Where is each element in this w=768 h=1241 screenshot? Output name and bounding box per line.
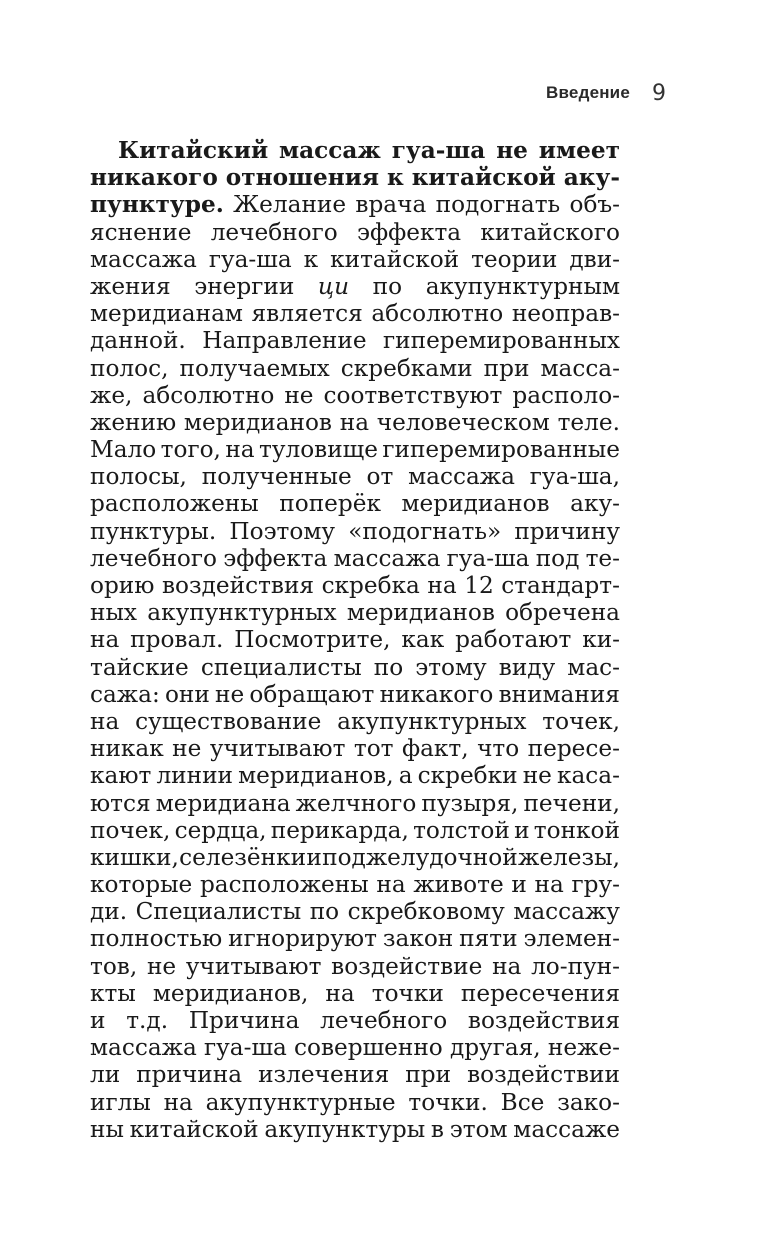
text-line xyxy=(90,817,620,844)
word: китайского xyxy=(480,218,620,246)
word: на xyxy=(90,626,120,654)
word: акупунктурных xyxy=(147,599,337,627)
word: излечения xyxy=(258,1061,390,1089)
word: при xyxy=(405,1061,452,1089)
text-line xyxy=(90,844,620,871)
word: эффекта xyxy=(356,218,462,246)
word: располо- xyxy=(512,381,620,409)
bold-word: к xyxy=(386,164,404,192)
bold-word: гуа-ша xyxy=(391,137,486,164)
word: скребковому xyxy=(347,898,505,926)
word: на xyxy=(376,871,406,899)
word: тайские xyxy=(90,653,189,681)
word: иглы xyxy=(90,1088,151,1116)
word: меридианов xyxy=(401,490,550,518)
word: к xyxy=(303,245,319,273)
word: каса- xyxy=(556,762,620,790)
word: воздействия xyxy=(467,1007,620,1034)
word: стандарт- xyxy=(501,572,620,599)
word: не xyxy=(215,680,245,708)
word: не xyxy=(172,735,202,763)
word: зако- xyxy=(557,1088,620,1116)
word: работают xyxy=(455,626,572,654)
text-line xyxy=(90,436,620,463)
word: туловище xyxy=(259,436,378,464)
word: данной. xyxy=(90,327,186,355)
word: меридианов, xyxy=(238,762,394,790)
word: полос, xyxy=(90,354,169,382)
word: массажа xyxy=(90,245,197,273)
text-line xyxy=(90,382,620,409)
word: специалисты xyxy=(200,653,362,681)
bold-word: китайской xyxy=(411,164,556,192)
word: является xyxy=(251,300,363,328)
text-line xyxy=(90,925,620,952)
word: элемен- xyxy=(523,925,620,953)
word: меридианов, xyxy=(152,979,309,1007)
word: массажа xyxy=(408,463,515,491)
text-line xyxy=(90,164,620,191)
word: на xyxy=(90,707,120,735)
word: Желание xyxy=(233,191,347,219)
word: железы, xyxy=(517,843,620,871)
word: гуа-ша, xyxy=(529,463,620,491)
word: ди. xyxy=(90,898,128,926)
word: Направление xyxy=(202,327,367,355)
italic-word: ци xyxy=(317,272,350,300)
word: гиперемированных xyxy=(383,327,620,355)
word: кишки, xyxy=(90,843,179,871)
word: тот xyxy=(353,735,394,763)
text-line xyxy=(90,219,620,246)
word: расположены xyxy=(199,871,369,899)
running-title: Введение xyxy=(546,83,630,102)
word: жению xyxy=(90,408,177,436)
word: учитывают xyxy=(185,952,322,980)
word: сажа: xyxy=(90,680,160,708)
page-header xyxy=(0,78,666,108)
word: человеческом xyxy=(376,408,550,436)
word: эффекта xyxy=(223,544,328,572)
word: и xyxy=(511,871,527,899)
word: же, xyxy=(90,381,133,409)
word: пузыря, xyxy=(421,789,519,817)
word: масса- xyxy=(540,354,620,382)
word: гуа-ша xyxy=(446,544,530,572)
word: а xyxy=(398,762,413,790)
word: и xyxy=(514,816,530,844)
word: причину xyxy=(514,517,620,545)
word: пересе- xyxy=(527,735,620,763)
word: точки. xyxy=(408,1088,488,1116)
word: обращают xyxy=(249,680,375,708)
word: другая, xyxy=(449,1034,541,1062)
body-paragraph xyxy=(90,137,620,1143)
word: акупунктурных xyxy=(337,707,527,735)
text-line xyxy=(90,545,620,572)
text-line xyxy=(90,790,620,817)
word: от xyxy=(366,463,394,491)
text-line xyxy=(90,355,620,382)
word: толстой xyxy=(413,816,510,844)
word: Мало xyxy=(90,436,157,464)
word: мас- xyxy=(567,653,620,681)
word: кты xyxy=(90,979,136,1007)
bold-word: не xyxy=(496,137,528,164)
word: пунктуры. xyxy=(90,517,217,545)
word: акупунктурные xyxy=(205,1088,396,1116)
word: точки xyxy=(371,979,444,1007)
word: 12 xyxy=(464,572,494,599)
word: Посмотрите, xyxy=(234,626,391,654)
word: на xyxy=(325,979,355,1007)
word: на xyxy=(225,436,255,464)
text-line xyxy=(90,327,620,354)
word: т.д. xyxy=(126,1007,169,1034)
word: ло-пун- xyxy=(531,952,620,980)
word: существование xyxy=(135,707,322,735)
word: ются xyxy=(90,789,151,817)
word: внимания xyxy=(498,680,620,708)
word: нежe- xyxy=(547,1034,620,1062)
text-line xyxy=(90,1089,620,1116)
page-number: 9 xyxy=(652,80,666,106)
word: обречена xyxy=(505,599,620,627)
text-line xyxy=(90,300,620,327)
text-line xyxy=(90,681,620,708)
word: Специалисты xyxy=(135,898,302,926)
word: и xyxy=(306,843,322,871)
word: «подогнать» xyxy=(348,517,502,545)
text-line xyxy=(90,980,620,1007)
word: лечебного xyxy=(210,218,338,246)
word: Поэтому xyxy=(229,517,336,545)
bold-word: никакого xyxy=(90,164,218,192)
word: селезёнки xyxy=(179,843,307,871)
text-line xyxy=(90,626,620,653)
word: никакого xyxy=(379,680,494,708)
word: по xyxy=(373,653,404,681)
word: того, xyxy=(160,436,221,464)
word: полосы, xyxy=(90,463,187,491)
word: желчного xyxy=(295,789,417,817)
word: массаже xyxy=(513,1115,620,1143)
word: и xyxy=(90,1007,106,1034)
word: виду xyxy=(498,653,556,681)
word: точек, xyxy=(542,707,620,735)
text-line xyxy=(90,1116,620,1143)
word: линии xyxy=(156,762,234,790)
word: пересечения xyxy=(460,979,620,1007)
word: Причина xyxy=(188,1007,300,1034)
word: сердца, xyxy=(174,816,267,844)
word: воздействие xyxy=(331,952,483,980)
word: на xyxy=(427,572,457,599)
word: перикарда, xyxy=(270,816,409,844)
word: китайской xyxy=(129,1115,259,1143)
word: ли xyxy=(90,1061,121,1089)
word: тонкой xyxy=(533,816,620,844)
word: что xyxy=(477,735,520,763)
word: меридиана xyxy=(155,789,291,817)
word: они xyxy=(164,680,210,708)
word: поперёк xyxy=(279,490,381,518)
word: абсолютно xyxy=(142,381,275,409)
word: меридианов xyxy=(346,599,495,627)
text-line xyxy=(90,898,620,925)
text-line xyxy=(90,490,620,517)
word: массажа xyxy=(333,544,441,572)
word: на xyxy=(492,952,522,980)
word: печени, xyxy=(523,789,620,817)
word: теории xyxy=(471,245,558,273)
text-line xyxy=(90,599,620,626)
word: совершенно xyxy=(294,1034,443,1062)
text-line xyxy=(90,273,620,300)
text-line xyxy=(90,409,620,436)
word: акупунктурным xyxy=(425,272,620,300)
word: факт, xyxy=(401,735,469,763)
word: ны xyxy=(90,1115,124,1143)
word: объ- xyxy=(569,191,620,219)
bold-word: отношения xyxy=(225,164,380,192)
word: энергии xyxy=(194,272,295,300)
word: как xyxy=(401,626,445,654)
word: полученные xyxy=(201,463,352,491)
word: те- xyxy=(585,544,620,572)
word: тов, xyxy=(90,952,138,980)
word: расположены xyxy=(90,490,259,518)
text-line xyxy=(90,572,620,599)
word: Все xyxy=(500,1088,545,1116)
text-line xyxy=(90,871,620,898)
word: массажу xyxy=(513,898,620,926)
word: пяти xyxy=(459,925,518,953)
bold-word: массаж xyxy=(279,137,381,164)
word: полностью xyxy=(90,925,223,953)
word: поджелудочной xyxy=(322,843,518,871)
word: никак xyxy=(90,735,164,763)
word: скребки xyxy=(417,762,518,790)
word: на xyxy=(163,1088,193,1116)
word: воздействии xyxy=(467,1061,620,1089)
word: в xyxy=(430,1115,444,1143)
text-line xyxy=(90,762,620,789)
word: причина xyxy=(136,1061,243,1089)
text-line xyxy=(90,1007,620,1034)
word: теле. xyxy=(557,408,620,436)
word: воздействия xyxy=(161,572,315,599)
word: игнорируют xyxy=(228,925,377,953)
word: подогнать xyxy=(435,191,561,219)
text-line xyxy=(90,518,620,545)
word: соответствуют xyxy=(323,381,503,409)
word: под xyxy=(535,544,580,572)
word: этому xyxy=(415,653,487,681)
word: массажа xyxy=(90,1034,197,1062)
text-line xyxy=(90,1061,620,1088)
word: меридианам xyxy=(90,300,243,328)
bold-word: пунктуре. xyxy=(90,191,224,219)
word: дви- xyxy=(569,245,620,273)
word: гуа-ша xyxy=(204,1034,287,1062)
text-line xyxy=(90,953,620,980)
word: этом xyxy=(449,1115,508,1143)
word: закон xyxy=(382,925,454,953)
word: лечебного xyxy=(90,544,217,572)
word: гуа-ша xyxy=(208,245,292,273)
word: врача xyxy=(355,191,427,219)
word: которые xyxy=(90,871,193,899)
word: получаемых xyxy=(179,354,330,382)
word: при xyxy=(483,354,530,382)
word: не xyxy=(146,952,177,980)
word: скребками xyxy=(340,354,473,382)
bold-word: имеет xyxy=(538,137,620,164)
word: не xyxy=(522,762,552,790)
word: не xyxy=(284,381,314,409)
word: провал. xyxy=(130,626,224,654)
word: скребка xyxy=(321,572,420,599)
word: гиперемированные xyxy=(382,436,620,464)
word: меридианов xyxy=(183,408,332,436)
bold-word: Китайский xyxy=(118,137,269,164)
word: на xyxy=(339,408,370,436)
word: почек, xyxy=(90,816,171,844)
word: на xyxy=(534,871,564,899)
text-line xyxy=(90,735,620,762)
word: жения xyxy=(90,272,171,300)
text-line xyxy=(90,246,620,273)
word: яснение xyxy=(90,218,192,246)
word: ных xyxy=(90,599,137,627)
text-line xyxy=(90,1034,620,1061)
bold-word: аку- xyxy=(563,164,620,192)
word: ки- xyxy=(582,626,620,654)
word: по xyxy=(372,272,403,300)
text-line xyxy=(90,137,620,164)
word: абсолютно xyxy=(371,300,504,328)
word: учитывают xyxy=(209,735,346,763)
text-line xyxy=(90,654,620,681)
word: аку- xyxy=(570,490,620,518)
word: китайской xyxy=(330,245,460,273)
text-line xyxy=(90,708,620,735)
word: по xyxy=(309,898,340,926)
word: лечебного xyxy=(320,1007,448,1034)
text-line xyxy=(90,191,620,218)
word: неоправ- xyxy=(511,300,620,328)
word: животе xyxy=(413,871,504,899)
word: кают xyxy=(90,762,152,790)
word: гру- xyxy=(571,871,620,899)
word: орию xyxy=(90,572,155,599)
word: акупунктуры xyxy=(264,1115,426,1143)
text-line xyxy=(90,463,620,490)
